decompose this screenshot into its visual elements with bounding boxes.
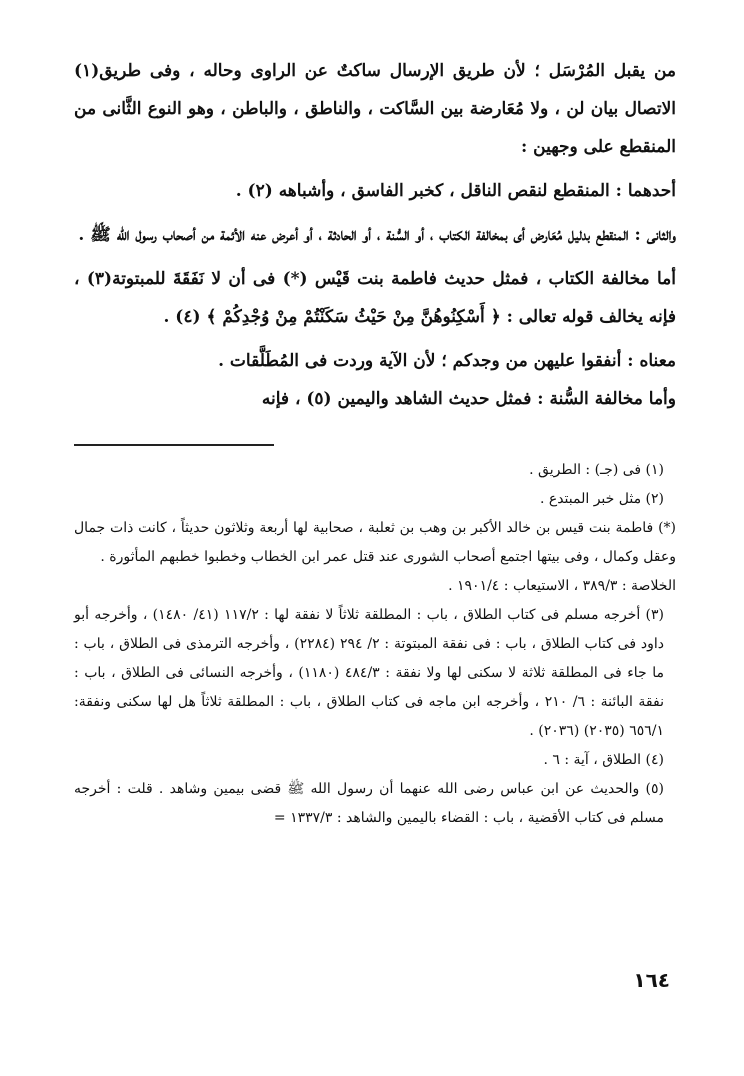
paragraph-1: من يقبل المُرْسَل ؛ لأن طريق الإرسال ساكتٌ عن الراوى وحاله ، وفى طريق(١) الاتصال بيان لن ، ولا مُعَارضة بين السَّاكت ، والناطق ، والباطن ، وهو النوع الثَّانى من المنقطع على وجهين : [74, 61, 676, 157]
paragraph-4: أما مخالفة الكتاب ، فمثل حديث فاطمة بنت قَيْس (*) فى أن لا نَفَقَةَ للمبتوتة(٣) ، فإنه يخالف قوله تعالى : ﴿ أَسْكِنُوهُنَّ مِنْ حَيْثُ سَكَنْتُمْ مِنْ وُجْدِكُمْ ﴾ (٤) . [74, 269, 677, 327]
paragraph-5-lead: معناه : [627, 351, 676, 371]
paragraph-2-lead: أحدهما : [615, 181, 676, 201]
footnote-separator [74, 444, 274, 446]
paragraph-5-text: أنفقوا عليهن من وجدكم ؛ لأن الآية وردت فى المُطَلَّقات . [218, 351, 628, 371]
footnote-2: (٢) مثل خبر المبتدع . [539, 491, 664, 507]
paragraph-3-text: المنقطع بدليل مُعَارض أى بمخالفة الكتاب ، أو السُّنة ، أو الحادثة ، أو أعرض عنه الأئمة من أصحاب رسول الله ﷺ . [78, 225, 635, 245]
paragraph-5 [74, 342, 676, 380]
footnote-1: (١) فى (جـ) : الطريق . [529, 462, 664, 478]
paragraph-2-text: المنقطع لنقص الناقل ، كخبر الفاسق ، وأشباهه (٢) . [235, 181, 616, 201]
main-text [74, 52, 676, 418]
page-body [74, 52, 676, 833]
paragraph-3 [74, 216, 676, 254]
footnote-4: (٤) الطلاق ، آية : ٦ . [543, 752, 664, 768]
paragraph-3-lead: والثانى : [634, 225, 676, 245]
paragraph-6: وأما مخالفة السُّنة : فمثل حديث الشاهد واليمين (٥) ، فإنه [261, 389, 676, 409]
paragraph-2 [74, 172, 676, 210]
footnote-3: (٣) أخرجه مسلم فى كتاب الطلاق ، باب : المطلقة ثلاثاً لا نفقة لها : ١١٧/٢ (٤١/ ١٤٨٠) ، وأخرجه أبو داود فى كتاب الطلاق ، باب : فى نفقة المبتوتة : ٢/ ٢٩٤ (٢٢٨٤) ، وأخرجه الترمذى فى الطلاق ، باب : ما جاء فى المطلقة ثلاثة لا سكنى لها ولا نفقة : ٤٨٤/٣ (١١٨٠) ، وأخرجه النسائى فى الطلاق ، باب : نفقة البائنة : ٦/ ٢١٠ ، وأخرجه ابن ماجه فى كتاب الطلاق ، باب : المطلقة ثلاثاً هل لها سكنى ونفقة: ٦٥٦/١ (٢٠٣٥) (٢٠٣٦) . [74, 607, 664, 739]
page-number: ١٦٤ [633, 968, 670, 992]
footnotes [74, 456, 676, 833]
footnote-star-sources: الخلاصة : ٣٨٩/٣ ، الاستيعاب : ١٩٠١/٤ . [448, 578, 676, 594]
footnote-5: (٥) والحديث عن ابن عباس رضى الله عنهما أن رسول الله ﷺ قضى بيمين وشاهد . قلت : أخرجه مسلم فى كتاب الأقضية ، باب : القضاء باليمين والشاهد : ١٣٣٧/٣ = [74, 781, 664, 826]
footnote-star: (*) فاطمة بنت قيس بن خالد الأكبر بن وهب بن ثعلبة ، صحابية لها أربعة وثلاثون حديثاً ، كانت ذات جمال وعقل وكمال ، وفى بيتها اجتمع أصحاب الشورى عند قتل عمر ابن الخطاب وخطبوا خطبهم المأثورة . [74, 520, 676, 565]
